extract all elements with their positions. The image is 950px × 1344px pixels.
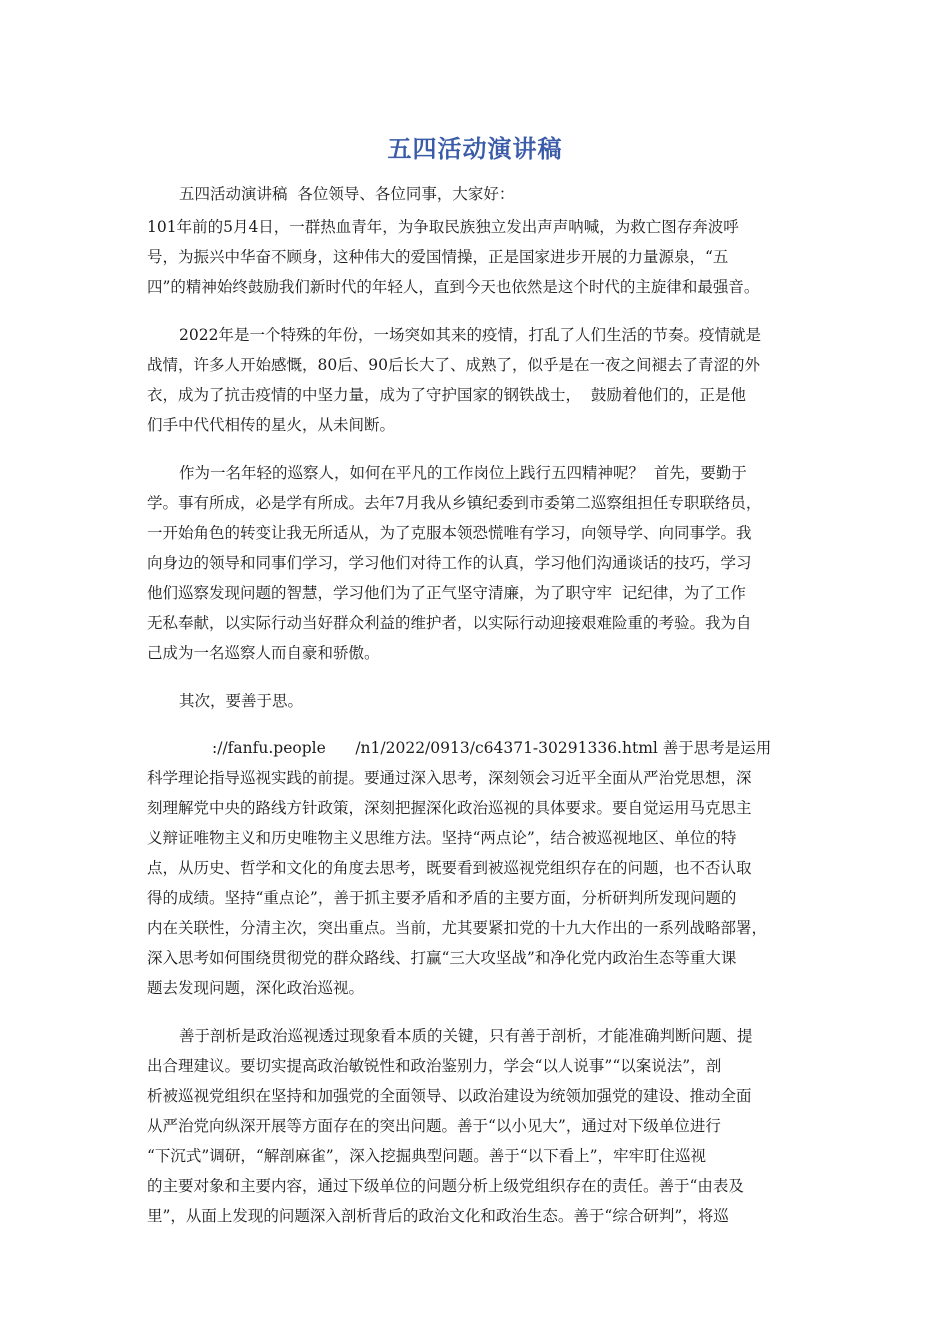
- text-line: 号，为振兴中华奋不顾身，这种伟大的爱国情操，正是国家进步开展的力量源泉，“五: [147, 248, 729, 266]
- text-line: 科学理论指导巡视实践的前提。要通过深入思考，深刻领会习近平全面从严治党思想，深: [147, 769, 752, 787]
- text-line: 四”的精神始终鼓励我们新时代的年轻人，直到今天也依然是这个时代的主旋律和最强音。: [147, 278, 760, 296]
- text-line: 衣，成为了抗击疫情的中坚力量，成为了守护国家的钢铁战士， 鼓励着他们的，正是他: [147, 386, 746, 404]
- text-line: 战情，许多人开始感慨，80后、90后长大了、成熟了，似乎是在一夜之间褪去了青涩的外: [147, 356, 760, 374]
- text-line: 己成为一名巡察人而自豪和骄傲。: [147, 644, 380, 662]
- text-line: 里”，从面上发现的问题深入剖析背后的政治文化和政治生态。善于“综合研判”，将巡: [147, 1207, 729, 1225]
- text-line: 作为一名年轻的巡察人，如何在平凡的工作岗位上践行五四精神呢？ 首先，要勤于: [179, 464, 747, 482]
- text-line: “下沉式”调研，“解剖麻雀”，深入挖掘典型问题。善于“以下看上”，牢牢盯住巡视: [147, 1147, 707, 1165]
- text-line: 101年前的5月4日，一群热血青年，为争取民族独立发出声声呐喊，为救亡图存奔波呼: [147, 218, 739, 236]
- text-line: 其次，要善于思。: [179, 692, 304, 710]
- text-line: 析被巡视党组织在坚持和加强党的全面领导、以政治建设为统领加强党的建设、推动全面: [147, 1087, 752, 1105]
- text-line: 义辩证唯物主义和历史唯物主义思维方法。坚持“两点论”，结合被巡视地区、单位的特: [147, 829, 737, 847]
- text-line: 无私奉献，以实际行动当好群众利益的维护者，以实际行动迎接艰难险重的考验。我为自: [147, 614, 752, 632]
- text-line: 内在关联性，分清主次，突出重点。当前，尤其要紧扣党的十九大作出的一系列战略部署，: [147, 919, 768, 937]
- document-title: 五四活动演讲稿: [387, 135, 563, 163]
- text-line: 学。事有所成，必是学有所成。去年7月我从乡镇纪委到市委第二巡察组担任专职联络员，: [147, 494, 762, 512]
- text-line: 得的成绩。坚持“重点论”，善于抓主要矛盾和矛盾的主要方面，分析研判所发现问题的: [147, 889, 737, 907]
- text-line: 他们巡察发现问题的智慧，学习他们为了正气坚守清廉，为了职守牢 记纪律，为了工作: [147, 584, 746, 602]
- text-line: 深入思考如何围绕贯彻党的群众路线、打赢“三大攻坚战”和净化党内政治生态等重大课: [147, 949, 737, 967]
- text-line: 向身边的领导和同事们学习，学习他们对待工作的认真，学习他们沟通谈话的技巧，学习: [147, 554, 752, 572]
- text-line: 五四活动演讲稿 各位领导、各位同事，大家好：: [179, 185, 515, 203]
- text-line: ://fanfu.people /n1/2022/0913/c64371-30291336.html 善于思考是运用: [212, 739, 772, 757]
- text-line: 题去发现问题，深化政治巡视。: [147, 979, 365, 997]
- text-line: 2022年是一个特殊的年份，一场突如其来的疫情，打乱了人们生活的节奏。疫情就是: [179, 326, 761, 344]
- text-line: 善于剖析是政治巡视透过现象看本质的关键，只有善于剖析，才能准确判断问题、提: [179, 1027, 753, 1045]
- text-line: 们手中代代相传的星火，从未间断。: [147, 416, 396, 434]
- text-line: 一开始角色的转变让我无所适从，为了克服本领恐慌唯有学习，向领导学、向同事学。我: [147, 524, 752, 542]
- text-line: 刻理解党中央的路线方针政策，深刻把握深化政治巡视的具体要求。要自觉运用马克思主: [147, 799, 752, 817]
- text-line: 出合理建议。要切实提高政治敏锐性和政治鉴别力，学会“以人说事”“以案说法”，剖: [147, 1057, 722, 1075]
- text-line: 的主要对象和主要内容，通过下级单位的问题分析上级党组织存在的责任。善于“由表及: [147, 1177, 744, 1195]
- text-line: 点，从历史、哲学和文化的角度去思考，既要看到被巡视党组织存在的问题，也不否认取: [147, 859, 752, 877]
- text-line: 从严治党向纵深开展等方面存在的突出问题。善于“以小见大”，通过对下级单位进行: [147, 1117, 721, 1135]
